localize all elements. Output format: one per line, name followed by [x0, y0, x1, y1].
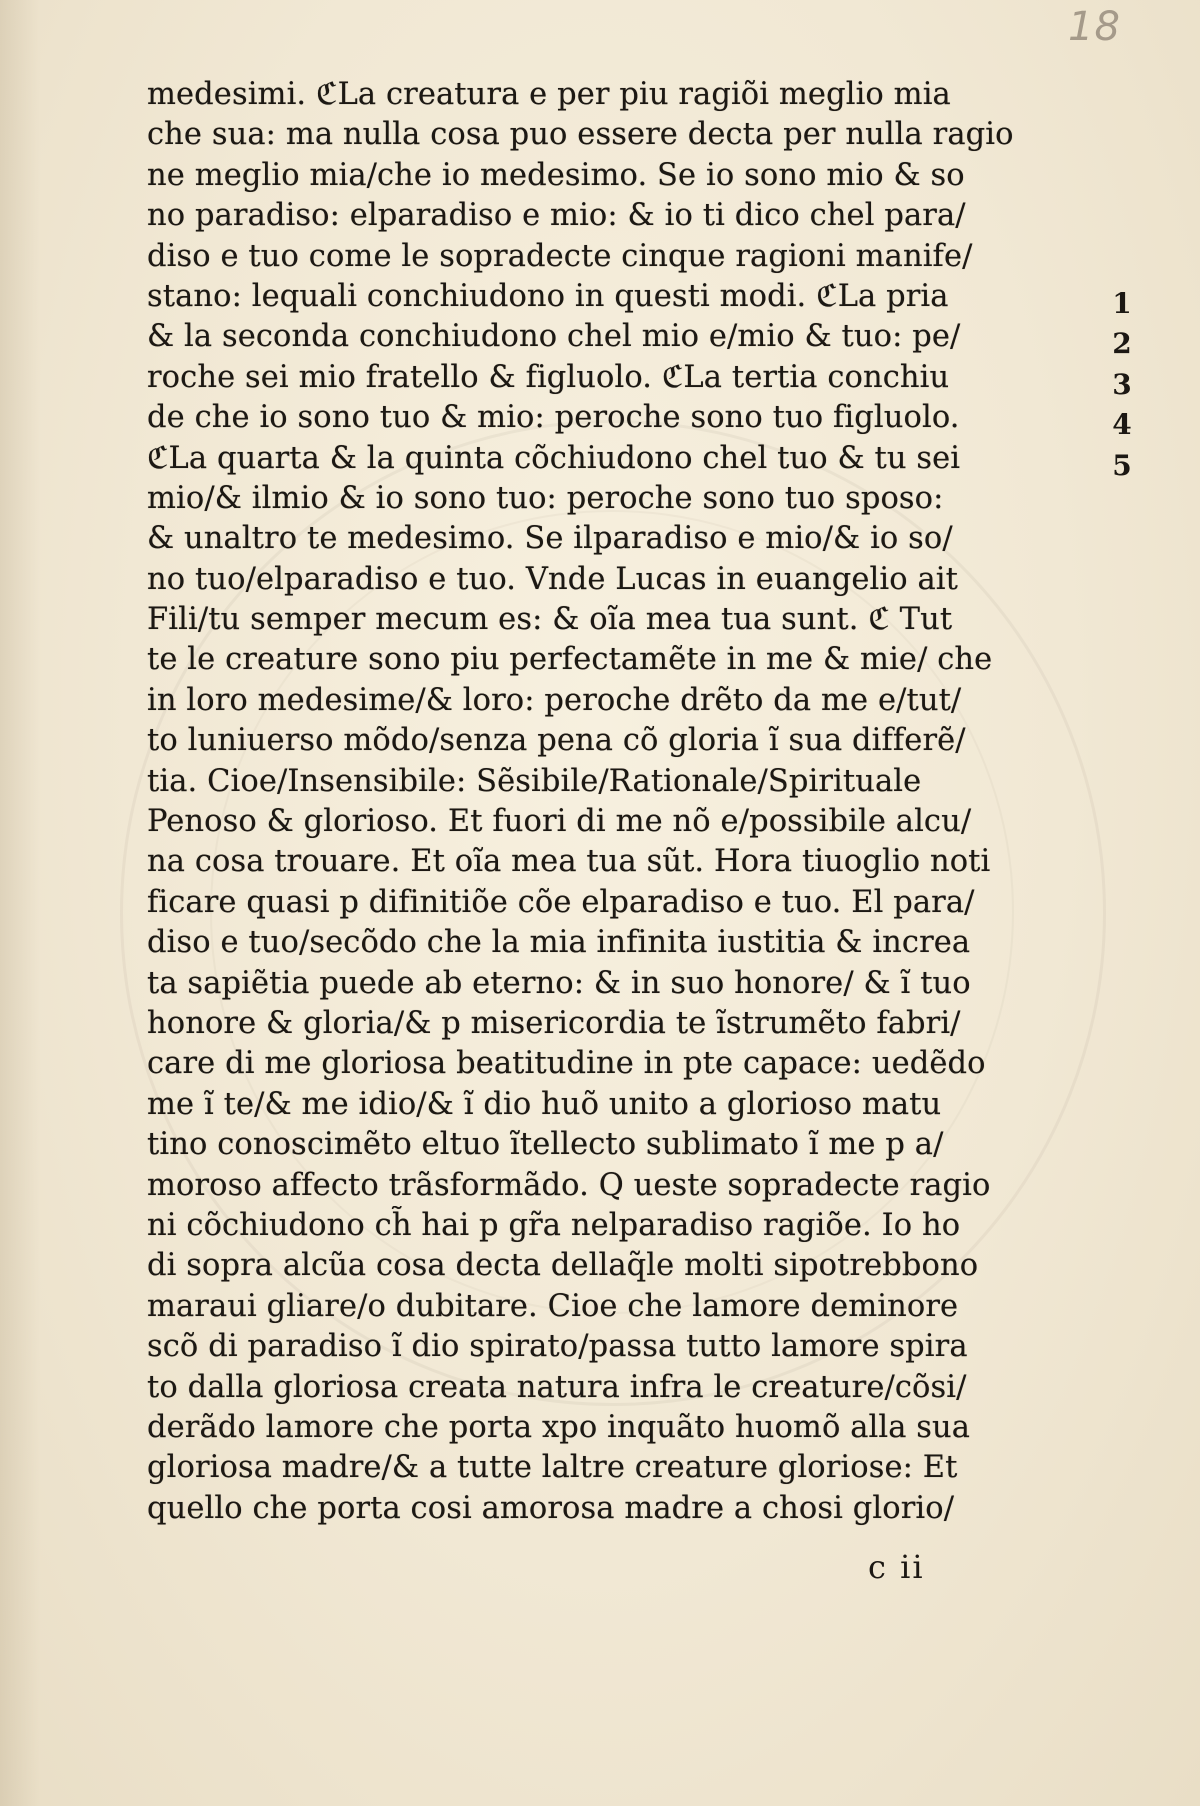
text-line: mio/& ilmio & io sono tuo: peroche sono tuo sposo:	[147, 480, 944, 516]
text-line: moroso affecto trãsformãdo. Q ueste sopradecte ragio	[147, 1167, 991, 1203]
margin-number: 5	[1112, 448, 1132, 482]
text-line: scõ di paradiso ĩ dio spirato/passa tutto lamore spira	[147, 1329, 968, 1365]
text-line: ni cõchiudono ch̃ hai p gr̃a nelparadiso ragiõe. Io ho	[147, 1207, 961, 1243]
text-line: roche sei mio fratello & figluolo. ℭLa tertia conchiu	[147, 359, 950, 395]
margin-number: 4	[1112, 408, 1132, 442]
text-line: ℭLa quarta & la quinta cõchiudono chel tuo & tu sei	[147, 440, 961, 476]
text-line: tino conoscimẽto eltuo ĩtellecto sublimato ĩ me p a/	[147, 1127, 944, 1163]
margin-number: 3	[1112, 367, 1132, 401]
text-line: in loro medesime/& loro: peroche drẽto da me e/tut/	[147, 682, 962, 718]
margin-number: 1	[1112, 287, 1132, 320]
text-line: honore & gloria/& p misericordia te ĩstrumẽto fabri/	[147, 1005, 961, 1041]
text-block	[147, 75, 1027, 1529]
text-line: to luniuerso mõdo/senza pena cõ gloria ĩ sua differẽ/	[147, 723, 966, 759]
margin-numbers	[1092, 284, 1152, 486]
text-line: che sua: ma nulla cosa puo essere decta per nulla ragio	[147, 117, 1014, 153]
text-line: ne meglio mia/che io medesimo. Se io sono mio & so	[147, 157, 965, 193]
text-line: di sopra alcũa cosa decta dellaq̃le molti sipotrebbono	[147, 1248, 979, 1284]
text-line: de che io sono tuo & mio: peroche sono tuo figluolo.	[147, 400, 960, 436]
text-line: no tuo/elparadiso e tuo. Vnde Lucas in euangelio ait	[147, 561, 958, 597]
text-line: medesimi. ℭLa creatura e per piu ragiõi meglio mia	[147, 77, 951, 112]
text-line: Fili/tu semper mecum es: & oĩa mea tua sunt. ℭ Tut	[147, 602, 953, 638]
text-line: derãdo lamore che porta xpo inquãto huomõ alla sua	[147, 1409, 971, 1445]
text-line: Penoso & glorioso. Et fuori di me nõ e/possibile alcu/	[147, 804, 972, 840]
text-line: na cosa trouare. Et oĩa mea tua sũt. Hora tiuoglio noti	[147, 844, 991, 880]
text-line: & la seconda conchiudono chel mio e/mio & tuo: pe/	[147, 319, 961, 355]
text-line: stano: lequali conchiudono in questi modi. ℭLa pria	[147, 278, 949, 314]
text-line: gloriosa madre/& a tutte laltre creature gloriose: Et	[147, 1450, 958, 1486]
text-line: maraui gliare/o dubitare. Cioe che lamore deminore	[147, 1288, 959, 1324]
text-line: te le creature sono piu perfectamẽte in me & mie/ che	[147, 642, 993, 678]
page-edge-shadow	[0, 0, 40, 1806]
margin-number: 2	[1112, 327, 1132, 361]
signature-mark: c ii	[868, 1548, 925, 1586]
text-line: & unaltro te medesimo. Se ilparadiso e mio/& io so/	[147, 521, 953, 557]
text-line: ta sapiẽtia puede ab eterno: & in suo honore/ & ĩ tuo	[147, 965, 971, 1001]
text-line: ficare quasi p difinitiõe cõe elparadiso e tuo. El para/	[147, 884, 975, 920]
text-line: diso e tuo/secõdo che la mia infinita iustitia & increa	[147, 925, 971, 961]
text-line: to dalla gloriosa creata natura infra le creature/cõsi/	[147, 1369, 967, 1405]
text-line: quello che porta cosi amorosa madre a chosi glorio/	[147, 1490, 955, 1526]
text-line: me ĩ te/& me idio/& ĩ dio huõ unito a glorioso matu	[147, 1086, 942, 1122]
folio-number: 18	[1068, 4, 1121, 50]
text-line: no paradiso: elparadiso e mio: & io ti dico chel para/	[147, 198, 966, 234]
text-line: tia. Cioe/Insensibile: Sẽsibile/Rationale/Spirituale	[147, 763, 922, 799]
text-line: care di me gloriosa beatitudine in pte capace: uedẽdo	[147, 1046, 986, 1082]
text-line: diso e tuo come le sopradecte cinque ragioni manife/	[147, 238, 973, 274]
